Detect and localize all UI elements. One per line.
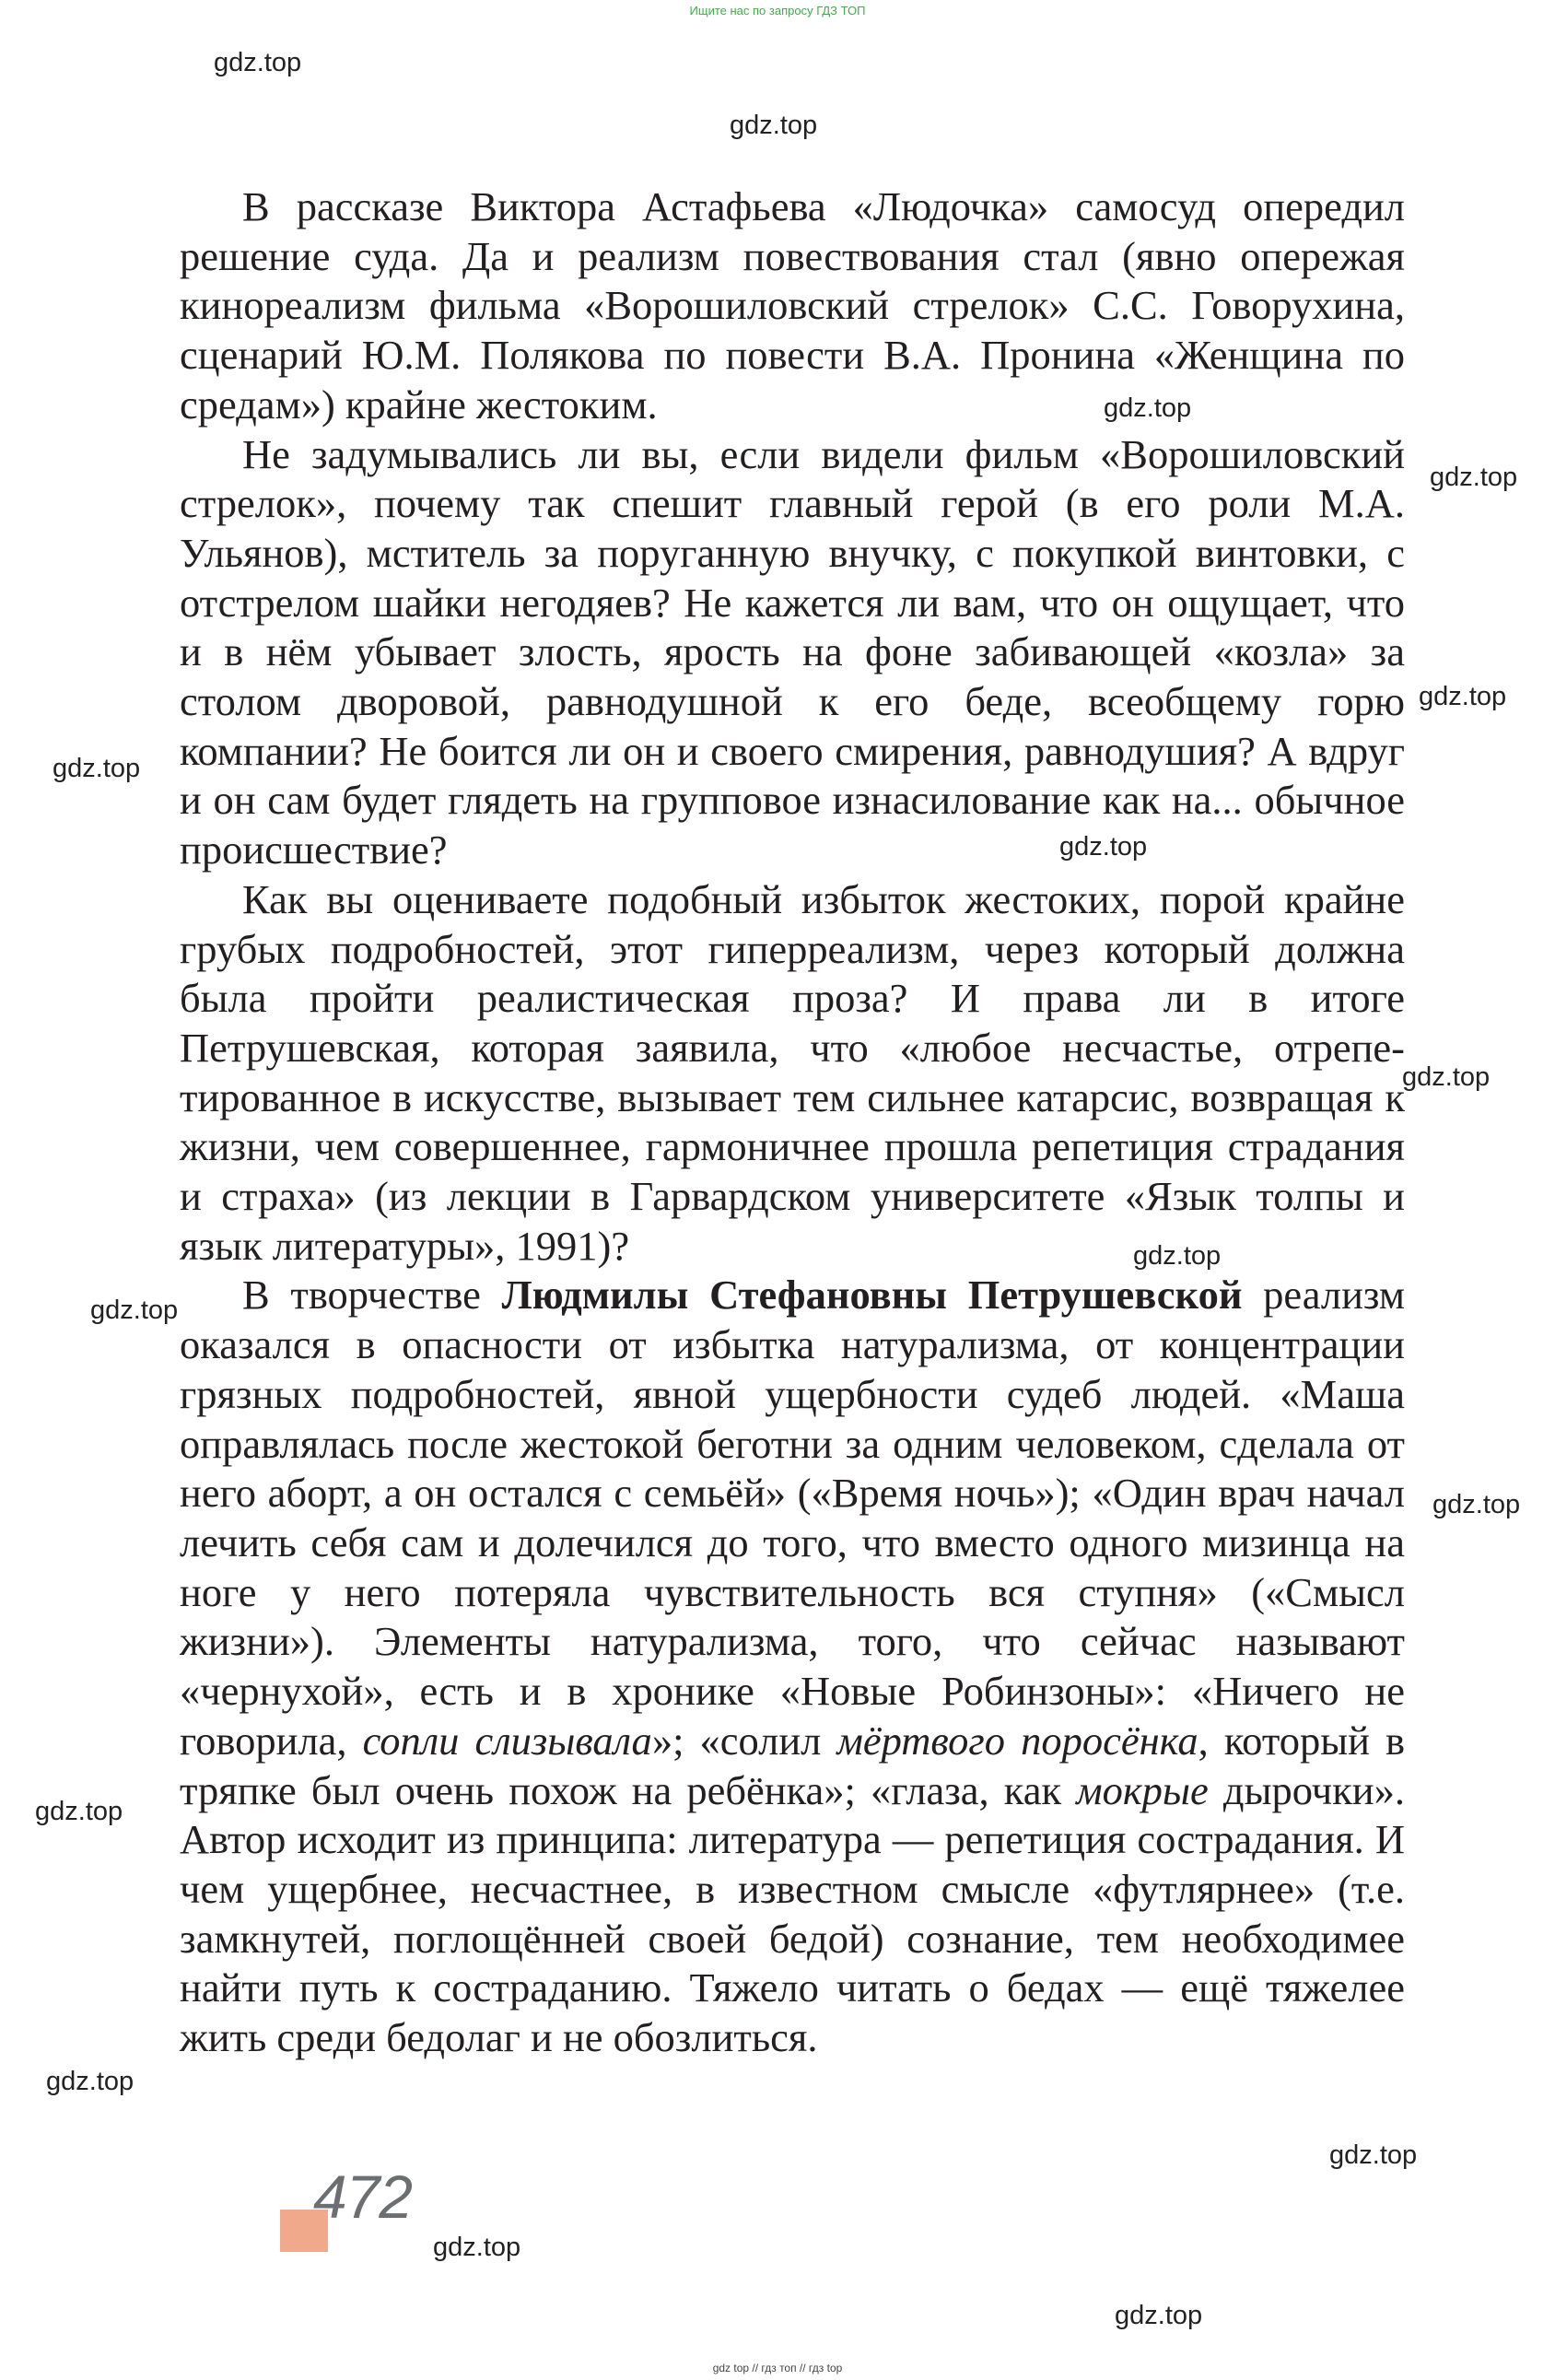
text-segment: дырочки». Автор исходит из принципа: литература — репетиция сострадания. И чем ущербнее, несчастнее, в известном смысле «футлярнее» (т.е. замкнутей, поглощённей своей бедой) сознание, тем необходимее найти путь к состраданию. Тяжело читать о бедах — ещё тяжелее жить среди бедолаг и не обозлиться. (180, 1766, 1405, 2061)
quote-italic: мокрые (1076, 1766, 1209, 1813)
author-name: Людмилы Стефановны Петрушевской (501, 1272, 1243, 1319)
text-segment: Не задумывались ли вы, если видели фильм «Ворошиловский стрелок», почему так спешит главный герой (в его роли М.А. Ульянов), мститель за поруганную внучку, с покупкой винтовки, с отстрелом шайки негодяев? Не кажется ли вам, что он ощущает, что и в нём убывает злость, ярость на фоне забивающей «козла» за столом дворовой, равнодушной к его беде, всеобщему горю компании? Не боится ли он и своего смирения, равнодушия? А вдруг и он сам будет глядеть на групповое изнасилование как на... обычное происшествие? (180, 430, 1405, 873)
footer-note: gdz top // гдз топ // гдз top (712, 2362, 843, 2374)
watermark: gdz.top (90, 1296, 179, 1325)
watermark: gdz.top (1432, 1490, 1521, 1519)
watermark: gdz.top (53, 754, 141, 783)
watermark: gdz.top (1133, 1241, 1222, 1271)
body-text (180, 182, 1405, 2063)
text-segment: В рассказе Виктора Астафьева «Людочка» самосуд опередил решение суда. Да и реализм повествования стал (явно опережая кинореализм фильма «Ворошиловский стрелок» С.С. Говорухина, сценарий Ю.М. Полякова по повести В.А. Пронина «Женщина по средам») крайне жестоким. (180, 183, 1405, 428)
paragraph (180, 1271, 1405, 2062)
watermark: gdz.top (46, 2067, 134, 2096)
header-note: Ищите нас по запросу ГДЗ ТОП (689, 4, 866, 18)
text-segment: Как вы оцениваете подобный избыток жестоких, порой крайне грубых подробностей, этот гиперреализм, через который должна была пройти реалистическая проза? И права ли в итоге Петрушевская, которая заявила, что «любое несчастье, отрепетированное в искусстве, вызывает тем сильнее катарсис, возвращая к жизни, чем совершеннее, гармоничнее прошла репетиция страдания и страха» (из лекции в Гарвардском университете «Язык толпы и язык литературы», 1991)? (180, 875, 1405, 1269)
paragraph (180, 182, 1405, 430)
watermark: gdz.top (1104, 393, 1192, 423)
paragraph (180, 875, 1405, 1272)
watermark: gdz.top (1329, 2140, 1418, 2170)
paragraph (180, 430, 1405, 875)
watermark: gdz.top (35, 1797, 123, 1826)
watermark: gdz.top (1419, 682, 1507, 711)
watermark: gdz.top (730, 111, 818, 140)
text-segment: реализм оказался в опасности от избытка натурализма, от концентрации грязных подробностей, явной ущербности судеб людей. «Маша оправлялась после жестокой беготни за одним человеком, сделала от него аборт, а он остался с семьёй» («Время ночь»); «Один врач начал лечить себя сам и долечился до того, что вместо одного мизинца на ноге у него потеряла чувствительность вся ступня» («Смысл жизни»). Элементы натурализма, того, что сейчас называют «чернухой», есть и в хронике «Новые Робинзоны»: «Ничего не говорила, (180, 1272, 1406, 1764)
text-segment: В творчестве (242, 1272, 502, 1319)
quote-italic: сопли слизывала (362, 1717, 652, 1764)
page-number: 472 (313, 2163, 413, 2231)
quote-italic: мёртвого поросёнка (836, 1717, 1198, 1764)
watermark: gdz.top (1430, 463, 1518, 492)
watermark: gdz.top (1402, 1062, 1491, 1092)
watermark: gdz.top (214, 48, 302, 77)
text-segment: »; «солил (651, 1717, 837, 1764)
watermark: gdz.top (1059, 832, 1148, 862)
watermark: gdz.top (1115, 2301, 1203, 2330)
watermark: gdz.top (433, 2233, 521, 2262)
text-segment: , который в тряпке был очень похож на ребёнка»; «глаза, как (180, 1717, 1406, 1813)
